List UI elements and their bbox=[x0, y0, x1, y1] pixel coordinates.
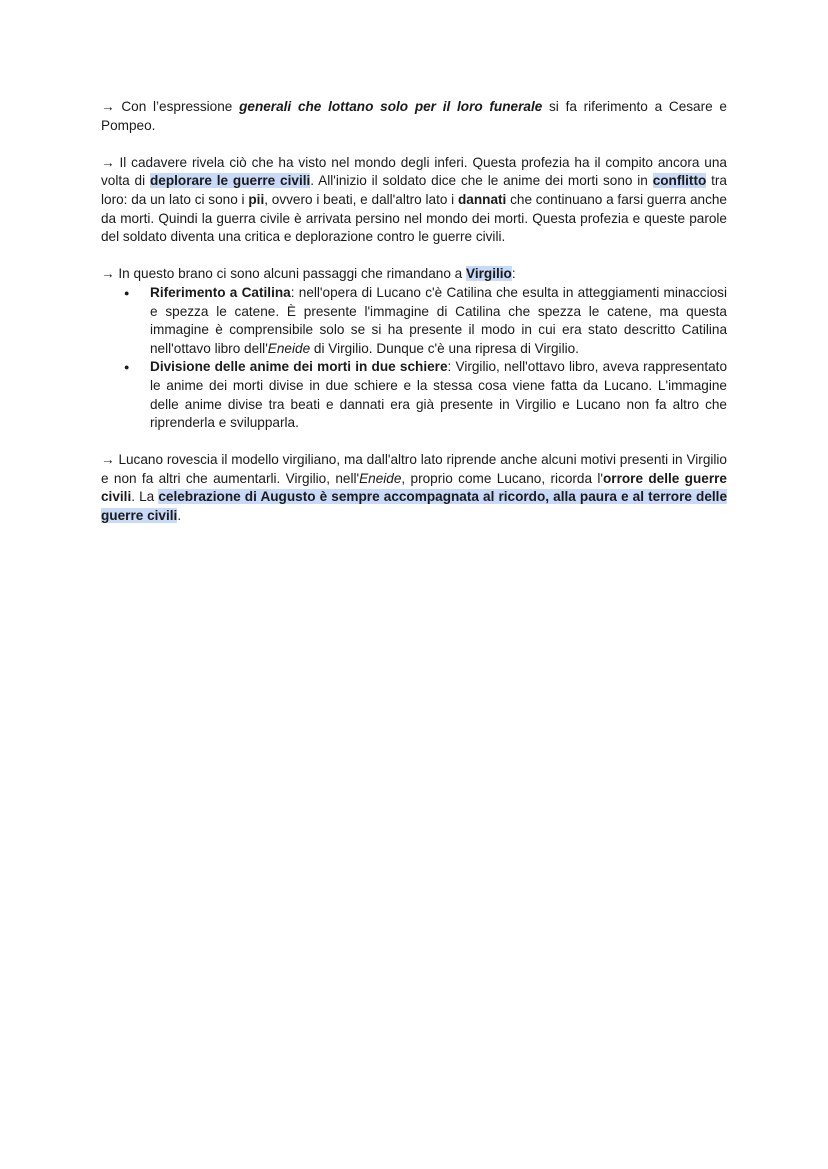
highlighted-text: conflitto bbox=[652, 173, 707, 189]
text-span: → Con l’espressione bbox=[101, 99, 240, 114]
text-span: . bbox=[177, 508, 182, 524]
emphasis-text: generali che lottano solo per il loro funerale bbox=[239, 99, 543, 114]
text-span: , proprio come Lucano, ricorda l' bbox=[401, 470, 603, 486]
text-span: → Il cadavere rivela ciò che ha visto nel mondo degli inferi. Questa profezia ha il compito ancora una volta di bbox=[101, 154, 727, 189]
text-span: che continuano a farsi guerra anche da morti. Quindi la guerra civile è arrivata persino nel mondo dei morti. Questa profezia e queste parole del soldato diventa una critica e deplorazione contro le guerre civili. bbox=[101, 191, 727, 245]
paragraph-lucano bbox=[101, 451, 727, 525]
list-item bbox=[150, 358, 727, 432]
text-span: . All'inizio il soldato dice che le anime dei morti sono in bbox=[310, 173, 653, 189]
italic-text: Eneide bbox=[267, 340, 311, 356]
text-span: : bbox=[511, 266, 516, 282]
text-span: : nell'opera di Lucano c'è Catilina che esulta in atteggiamenti minacciosi e spezza le catene. È presente l'immagine di Catilina che spezza le catene, ma questa immagine è comprensibile solo se si ha presente il modo in cui era stato descritto Catilina nell'ottavo libro dell' bbox=[150, 284, 727, 356]
bold-text: dannati bbox=[457, 191, 507, 207]
paragraph-generali bbox=[101, 98, 727, 135]
document-body bbox=[101, 98, 727, 544]
highlighted-text: Virgilio bbox=[466, 266, 512, 282]
text-span: : Virgilio, nell'ottavo libro, aveva rappresentato le anime dei morti divise in due schiere e la stessa cosa viene fatta da Lucano. L'immagine delle anime divise tra beati e dannati era già presente in Virgilio e Lucano non fa altro che riprenderla e svilupparla. bbox=[150, 359, 727, 431]
text-span: → In questo brano ci sono alcuni passaggi che rimandano a bbox=[101, 266, 466, 282]
text-span: tra loro: da un lato ci sono i bbox=[101, 173, 727, 207]
paragraph-cadavere bbox=[101, 154, 727, 247]
text-span: → Lucano rovescia il modello virgiliano, ma dall'altro lato riprende anche alcuni motivi presenti in Virgilio e non fa altri che aumentarli. Virgilio, nell' bbox=[101, 452, 727, 486]
bullet-list bbox=[101, 284, 727, 433]
bullet-title: Riferimento a Catilina bbox=[150, 284, 291, 300]
highlighted-text: deplorare le guerre civili bbox=[149, 173, 311, 189]
highlighted-text: celebrazione di Augusto è sempre accompagnata al ricordo, alla paura e al terrore delle guerre civili bbox=[101, 489, 728, 524]
paragraph-virgilio-intro bbox=[101, 265, 727, 284]
text-span: , ovvero i beati, e dall'altro lato i bbox=[264, 191, 458, 207]
text-span: . La bbox=[131, 489, 159, 505]
text-span: di Virgilio. Dunque c'è una ripresa di Virgilio. bbox=[310, 340, 579, 356]
text-span: si fa riferimento a Cesare e Pompeo. bbox=[101, 99, 727, 133]
bold-text: pii bbox=[248, 191, 265, 207]
bullet-title: Divisione delle anime dei morti in due schiere bbox=[150, 359, 448, 375]
italic-text: Eneide bbox=[359, 470, 402, 486]
bold-text: orrore delle guerre civili bbox=[101, 470, 727, 505]
list-item bbox=[150, 284, 727, 358]
